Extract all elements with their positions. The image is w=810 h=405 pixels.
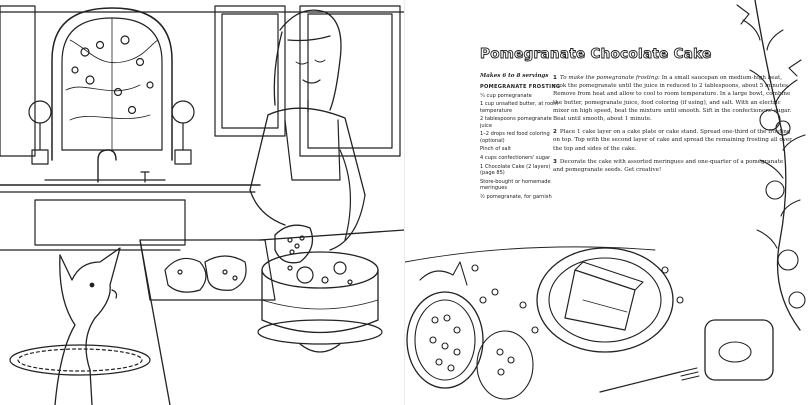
ingredient-item: 1–2 drops red food coloring (optional) <box>480 131 550 144</box>
ingredient-item: 2 tablespoons pomegranate juice <box>480 116 552 129</box>
method-step-3 <box>553 158 793 174</box>
step-text: In a small saucepan on medium-high heat, cook the pomegranate until the juice in reduced to 2 tablespoons, about 5 minutes. Remove from heat and allow to cool to room temperature. In a large bowl, combine the butter, pomegranate juice, food coloring (if using), and salt. With an electric mixer on high speed, beat the mixture until smooth. Sift in the confectioners' sugar. Beat until smooth, about 1 minute. <box>553 75 792 123</box>
step-number: 2 <box>553 129 557 136</box>
ingredient-item: ¼ cup pomegranate <box>480 92 532 99</box>
ingredient-item: Store-bought or homemade meringues <box>480 178 551 191</box>
step-number: 3 <box>553 158 557 165</box>
ingredient-item: 1 cup unsalted butter, at room temperature <box>480 101 559 114</box>
step-text: Place 1 cake layer on a cake plate or cake stand. Spread one-third of the frosting on top. Top with the second layer of cake and spread the remaining frosting all over the top and sides of the cake. <box>553 129 792 152</box>
ingredient-item: 4 cups confectioners' sugar <box>480 154 551 161</box>
ingredient-item: ½ pomegranate, for garnish <box>480 193 552 200</box>
ingredient-item: Pinch of salt <box>480 146 511 153</box>
step-lead-text: To make the pomegranate frosting: <box>559 75 660 81</box>
ingredient-item: 1 Chocolate Cake (2 layers) (page 85) <box>480 163 551 176</box>
step-number: 1 <box>553 75 557 81</box>
step-text: Decorate the cake with assorted meringues and one-quarter of a pomegranate and pomegranate seeds. Get creative! <box>553 158 784 174</box>
method-step-2 <box>553 128 793 153</box>
ingredients-column <box>480 73 562 202</box>
right-page-recipe <box>405 0 810 405</box>
servings-text: Makes 6 to 8 servings <box>480 73 549 79</box>
method-steps <box>553 74 793 179</box>
ingredients-heading: POMEGRANATE FROSTING <box>480 84 561 91</box>
method-step-1 <box>553 74 793 123</box>
recipe-title: Pomegranate Chocolate Cake <box>480 46 712 62</box>
